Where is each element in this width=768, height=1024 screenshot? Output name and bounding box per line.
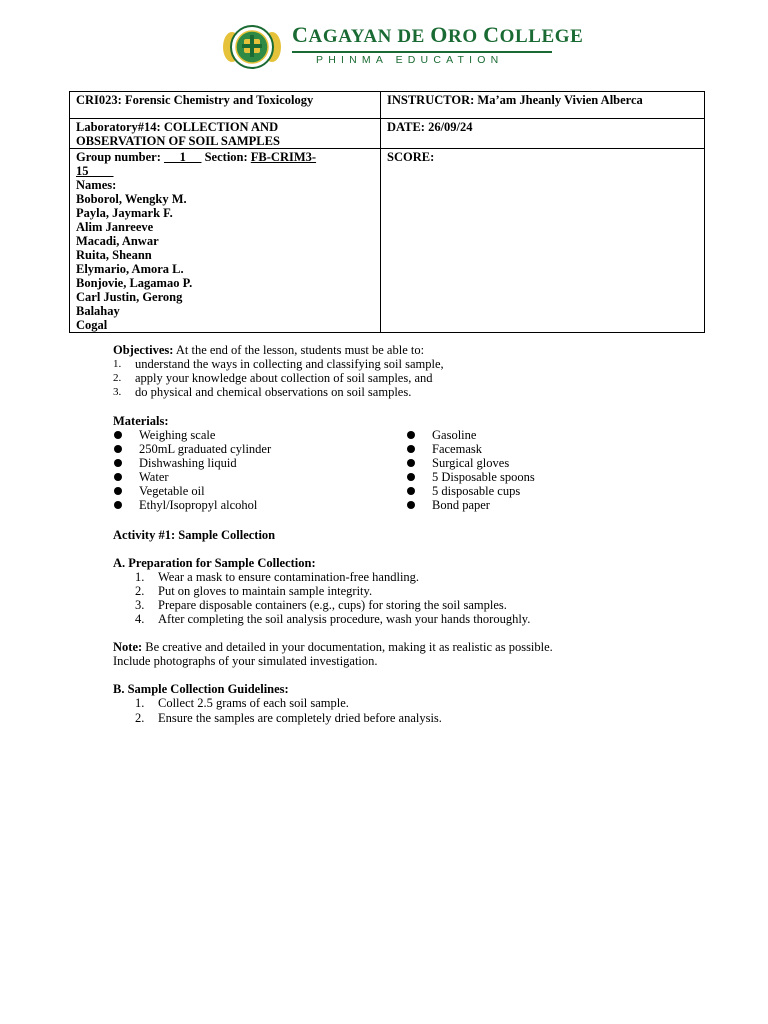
list-item: Gasoline bbox=[406, 428, 535, 442]
college-subtitle: PHINMA EDUCATION bbox=[316, 54, 504, 66]
document-body bbox=[113, 343, 673, 725]
section-value: FB-CRIM3- bbox=[250, 150, 317, 164]
section-a-title: A. Preparation for Sample Collection: bbox=[113, 555, 316, 570]
list-item: 2. apply your knowledge about collection of soil samples, and bbox=[113, 371, 433, 386]
list-item: Dishwashing liquid bbox=[113, 456, 271, 470]
list-item: Alim Janreeve bbox=[76, 220, 154, 234]
list-item: Water bbox=[113, 470, 271, 484]
list-item: Elymario, Amora L. bbox=[76, 262, 184, 276]
section-a-steps bbox=[113, 570, 673, 627]
list-item: Bonjovie, Lagamao P. bbox=[76, 276, 193, 290]
list-item: 5 disposable cups bbox=[406, 484, 535, 498]
bullet-icon bbox=[114, 487, 122, 495]
materials-heading: Materials: bbox=[113, 413, 169, 428]
activity-title: Activity #1: Sample Collection bbox=[113, 527, 276, 542]
info-table bbox=[69, 91, 705, 333]
lab-title-cell bbox=[70, 119, 381, 149]
lab-title-line1: Laboratory#14: COLLECTION AND bbox=[76, 120, 279, 134]
objectives-intro: Objectives: At the end of the lesson, students must be able to: bbox=[113, 343, 425, 357]
list-item: 3. Prepare disposable containers (e.g., cups) for storing the soil samples. bbox=[135, 598, 507, 613]
bullet-icon bbox=[407, 501, 415, 509]
bullet-icon bbox=[114, 459, 122, 467]
list-item: 2. Ensure the samples are completely dried before analysis. bbox=[135, 710, 442, 725]
list-item: Carl Justin, Gerong bbox=[76, 290, 183, 304]
list-item: 5 Disposable spoons bbox=[406, 470, 535, 484]
note-line1: Note: Be creative and detailed in your documentation, making it as realistic as possible. bbox=[113, 640, 553, 655]
list-item: Surgical gloves bbox=[406, 456, 535, 470]
objectives-list bbox=[113, 357, 673, 400]
section-value-cont: 15 bbox=[76, 164, 114, 178]
group-number: 1 bbox=[163, 150, 202, 164]
list-item: 2. Put on gloves to maintain sample integrity. bbox=[135, 583, 373, 598]
college-header bbox=[220, 22, 584, 70]
bullet-icon bbox=[407, 459, 415, 467]
list-item: 1. Wear a mask to ensure contamination-free handling. bbox=[135, 569, 420, 584]
bullet-icon bbox=[114, 473, 122, 481]
list-item: Payla, Jaymark F. bbox=[76, 206, 173, 220]
list-item: 1. Collect 2.5 grams of each soil sample. bbox=[135, 696, 349, 711]
lab-title-line2: OBSERVATION OF SOIL SAMPLES bbox=[76, 134, 280, 148]
bullet-icon bbox=[114, 445, 122, 453]
materials-list bbox=[113, 428, 673, 514]
bullet-icon bbox=[114, 501, 122, 509]
bullet-icon bbox=[407, 445, 415, 453]
names-list bbox=[76, 192, 374, 332]
college-seal-icon bbox=[220, 24, 284, 70]
list-item: Balahay bbox=[76, 304, 120, 318]
bullet-icon bbox=[407, 473, 415, 481]
materials-right-column bbox=[406, 428, 535, 512]
list-item: Macadi, Anwar bbox=[76, 234, 159, 248]
list-item: Cogal bbox=[76, 318, 108, 332]
list-item: Ruita, Sheann bbox=[76, 248, 152, 262]
instructor-cell: INSTRUCTOR: Ma’am Jheanly Vivien Alberca bbox=[381, 92, 705, 119]
group-cell bbox=[70, 149, 381, 333]
list-item: 4. After completing the soil analysis procedure, wash your hands thoroughly. bbox=[135, 612, 531, 627]
course-cell: CRI023: Forensic Chemistry and Toxicology bbox=[70, 92, 381, 119]
bullet-icon bbox=[407, 487, 415, 495]
list-item: Weighing scale bbox=[113, 428, 271, 442]
list-item: 250mL graduated cylinder bbox=[113, 442, 271, 456]
bullet-icon bbox=[114, 431, 122, 439]
section-b-steps bbox=[113, 696, 673, 724]
list-item: 1. understand the ways in collecting and classifying soil sample, bbox=[113, 357, 444, 371]
college-name: CAGAYAN DE ORO COLLEGE bbox=[292, 22, 584, 47]
date-cell: DATE: 26/09/24 bbox=[381, 119, 705, 149]
section-b-title: B. Sample Collection Guidelines: bbox=[113, 682, 289, 697]
bullet-icon bbox=[407, 431, 415, 439]
list-item: Facemask bbox=[406, 442, 535, 456]
list-item: 3. do physical and chemical observations on soil samples. bbox=[113, 385, 412, 400]
materials-left-column bbox=[113, 428, 271, 512]
score-cell: SCORE: bbox=[381, 149, 705, 333]
note-line2: Include photographs of your simulated investigation. bbox=[113, 654, 378, 669]
group-line: Group number: 1 Section: FB-CRIM3- bbox=[76, 150, 317, 164]
list-item: Vegetable oil bbox=[113, 484, 271, 498]
names-label: Names: bbox=[76, 178, 117, 192]
list-item: Ethyl/Isopropyl alcohol bbox=[113, 498, 271, 512]
list-item: Bond paper bbox=[406, 498, 535, 512]
list-item: Boborol, Wengky M. bbox=[76, 192, 187, 206]
